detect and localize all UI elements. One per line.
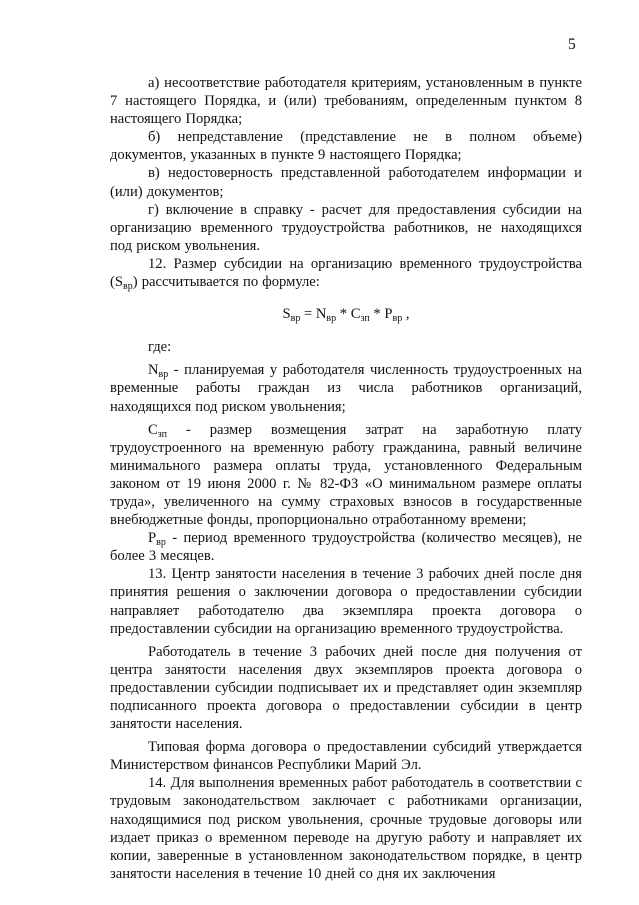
definition-n-text: - планируемая у работодателя численность трудоустроенных на временные работы граждан из числа работников организаций, находящихся под риском увольнения; (110, 362, 582, 415)
formula-c-sub: зп (360, 313, 370, 325)
definition-c-letter: С (148, 421, 158, 438)
paragraph-item-b: б) непредставление (представление не в полном объеме) документов, указанных в пункте 9 настоящего Порядка; (110, 129, 582, 164)
definition-p (110, 529, 582, 565)
paragraph-12-subscript: вр (122, 281, 133, 293)
definition-p-text: - период временного трудоустройства (количество месяцев), не более 3 месяцев. (110, 530, 582, 565)
formula-p-sub: вр (392, 313, 403, 325)
page-number: 5 (568, 36, 576, 53)
paragraph-item-v: в) недостоверность представленной работодателем информации и (или) документов; (110, 165, 582, 200)
definition-p-sub: вр (156, 537, 166, 549)
definition-n-letter: N (148, 362, 159, 379)
formula-s-sub: вр (290, 313, 301, 325)
definition-c-text: - размер возмещения затрат на заработную плату трудоустроенного на временную работу гражданина, равный величине минимального размера оплаты труда, установленного Федеральным законом от 19 июня 2000 г. № 82-ФЗ «О минимальном размере оплаты труда», увеличенного на сумму страховых взносов в государственные внебюджетные фонды, пропорционально отработанному времени; (110, 421, 582, 529)
formula-eq-n: = N (300, 306, 327, 323)
formula-mul-p: * Р (369, 306, 393, 323)
paragraph-12-text: 12. Размер субсидии на организацию временного трудоустройства (S (110, 255, 582, 291)
paragraph-employer: Работодатель в течение 3 рабочих дней после дня получения от центра занятости населения двух экземпляров проекта договора о предоставлении субсидии подписывает их и представляет один экземпляр подписанного проекта договора о предоставлении субсидии в центр занятости населения. (110, 643, 582, 733)
formula-mul-c: * С (336, 306, 361, 323)
definition-n (110, 361, 582, 415)
where-label: где: (148, 339, 172, 356)
formula-s: S (282, 306, 291, 323)
subsidy-formula (110, 305, 582, 323)
paragraph-12 (110, 255, 582, 291)
paragraph-14: 14. Для выполнения временных работ работодатель в соответствии с трудовым законодательством заключает с работниками организации, находящимися под риском увольнения, срочные трудовые договоры или издает приказ о временном переводе на другую работу и направляет их копии, заверенные в установленном законодательством порядке, в центр занятости населения в течение 10 дней со дня их заключения (110, 775, 582, 882)
paragraph-item-a: а) несоответствие работодателя критериям, установленным в пункте 7 настоящего Порядка, и (или) требованиям, определенным пунктом 8 настоящего Порядка; (110, 75, 582, 128)
definition-p-letter: Р (148, 530, 157, 547)
definition-c-sub: зп (157, 428, 168, 440)
formula-n-sub: вр (326, 313, 337, 325)
document-body (110, 74, 582, 883)
paragraph-model-form: Типовая форма договора о предоставлении субсидий утверждается Министерством финансов Республики Марий Эл. (110, 739, 582, 774)
formula-tail: , (402, 306, 410, 323)
definition-c (110, 421, 582, 530)
definition-n-sub: вр (158, 369, 169, 381)
paragraph-item-g: г) включение в справку - расчет для предоставления субсидии на организацию временного трудоустройства работников, не находящихся под риском увольнения. (110, 201, 582, 254)
paragraph-12-text-end: ) рассчитывается по формуле: (132, 274, 320, 291)
paragraph-13: 13. Центр занятости населения в течение 3 рабочих дней после дня принятия решения о заключении договора о предоставлении субсидии направляет работодателю два экземпляра проекта договора о предоставлении субсидии на организацию временного трудоустройства. (110, 566, 582, 637)
